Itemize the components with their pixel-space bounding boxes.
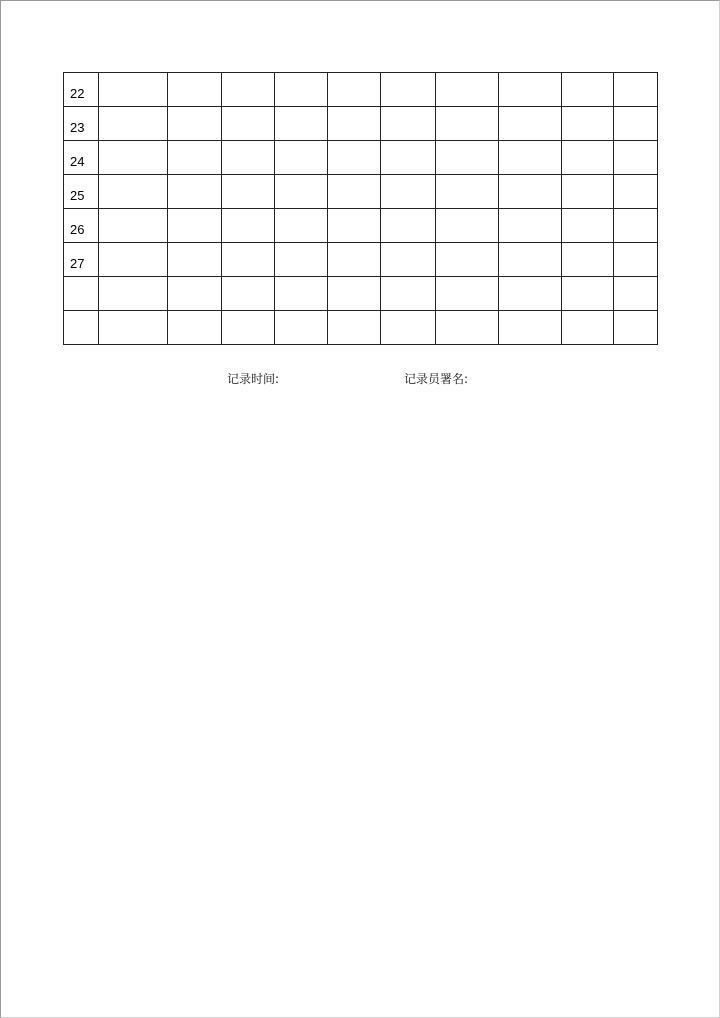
table-cell bbox=[381, 107, 436, 141]
row-number-cell bbox=[64, 311, 99, 345]
table-cell bbox=[168, 277, 222, 311]
table-cell bbox=[99, 243, 168, 277]
table-cell bbox=[222, 141, 275, 175]
table-cell bbox=[436, 209, 499, 243]
table-cell bbox=[99, 175, 168, 209]
table-cell bbox=[168, 73, 222, 107]
table-cell bbox=[328, 243, 381, 277]
table-cell bbox=[168, 107, 222, 141]
table-cell bbox=[222, 209, 275, 243]
table-cell bbox=[168, 243, 222, 277]
table-row bbox=[64, 311, 658, 345]
table-cell bbox=[168, 311, 222, 345]
table-cell bbox=[275, 73, 328, 107]
row-number-cell: 23 bbox=[64, 107, 99, 141]
row-number-cell: 22 bbox=[64, 73, 99, 107]
table-cell bbox=[168, 141, 222, 175]
table-cell bbox=[222, 311, 275, 345]
table-cell bbox=[499, 175, 562, 209]
table-cell bbox=[562, 141, 614, 175]
table-cell bbox=[381, 209, 436, 243]
table-row bbox=[64, 73, 658, 107]
row-number-cell: 27 bbox=[64, 243, 99, 277]
table-row bbox=[64, 107, 658, 141]
table-cell bbox=[275, 175, 328, 209]
table-cell bbox=[328, 73, 381, 107]
table-cell bbox=[275, 243, 328, 277]
table-cell bbox=[328, 141, 381, 175]
table-cell bbox=[562, 277, 614, 311]
table-cell bbox=[562, 311, 614, 345]
table-cell bbox=[436, 175, 499, 209]
table-cell bbox=[436, 107, 499, 141]
table-cell bbox=[436, 243, 499, 277]
table-cell bbox=[222, 175, 275, 209]
table-cell bbox=[562, 175, 614, 209]
table-cell bbox=[328, 277, 381, 311]
table-cell bbox=[499, 107, 562, 141]
table-cell bbox=[436, 311, 499, 345]
table-cell bbox=[275, 141, 328, 175]
row-number-cell bbox=[64, 277, 99, 311]
row-number-cell: 25 bbox=[64, 175, 99, 209]
table-cell bbox=[499, 277, 562, 311]
table-cell bbox=[614, 209, 658, 243]
table-cell bbox=[614, 175, 658, 209]
table-cell bbox=[562, 243, 614, 277]
table-row bbox=[64, 209, 658, 243]
table-cell bbox=[328, 175, 381, 209]
record-time-label: 记录时间: bbox=[227, 372, 280, 386]
table-cell bbox=[328, 311, 381, 345]
table-cell bbox=[436, 141, 499, 175]
table-cell bbox=[381, 277, 436, 311]
table-cell bbox=[168, 209, 222, 243]
table-cell bbox=[499, 311, 562, 345]
table-cell bbox=[436, 277, 499, 311]
table-cell bbox=[614, 107, 658, 141]
table-row bbox=[64, 277, 658, 311]
table-body bbox=[64, 73, 658, 345]
table-cell bbox=[99, 107, 168, 141]
table-row bbox=[64, 141, 658, 175]
recorder-signature-label: 记录员署名: bbox=[404, 372, 469, 386]
table-cell bbox=[381, 73, 436, 107]
table-cell bbox=[222, 107, 275, 141]
table-cell bbox=[222, 243, 275, 277]
table-cell bbox=[381, 141, 436, 175]
table-cell bbox=[499, 141, 562, 175]
table-cell bbox=[328, 209, 381, 243]
table-cell bbox=[99, 277, 168, 311]
table-cell bbox=[168, 175, 222, 209]
table-cell bbox=[436, 73, 499, 107]
table-cell bbox=[614, 311, 658, 345]
table-cell bbox=[275, 107, 328, 141]
table-cell bbox=[222, 277, 275, 311]
table-cell bbox=[381, 311, 436, 345]
table-cell bbox=[614, 243, 658, 277]
table-cell bbox=[99, 209, 168, 243]
table-cell bbox=[499, 243, 562, 277]
table-cell bbox=[99, 73, 168, 107]
table-row bbox=[64, 243, 658, 277]
table-cell bbox=[381, 175, 436, 209]
table-cell bbox=[275, 209, 328, 243]
table-cell bbox=[275, 311, 328, 345]
table-cell bbox=[562, 107, 614, 141]
table-cell bbox=[614, 277, 658, 311]
table-cell bbox=[328, 107, 381, 141]
table-cell bbox=[99, 311, 168, 345]
row-number-cell: 24 bbox=[64, 141, 99, 175]
row-number-cell: 26 bbox=[64, 209, 99, 243]
table-cell bbox=[99, 141, 168, 175]
table-cell bbox=[499, 209, 562, 243]
table-cell bbox=[381, 243, 436, 277]
table-cell bbox=[562, 73, 614, 107]
table-row bbox=[64, 175, 658, 209]
table-cell bbox=[499, 73, 562, 107]
table-cell bbox=[614, 73, 658, 107]
table-cell bbox=[562, 209, 614, 243]
table-cell bbox=[614, 141, 658, 175]
table-cell bbox=[222, 73, 275, 107]
table-cell bbox=[275, 277, 328, 311]
record-table bbox=[63, 72, 658, 345]
